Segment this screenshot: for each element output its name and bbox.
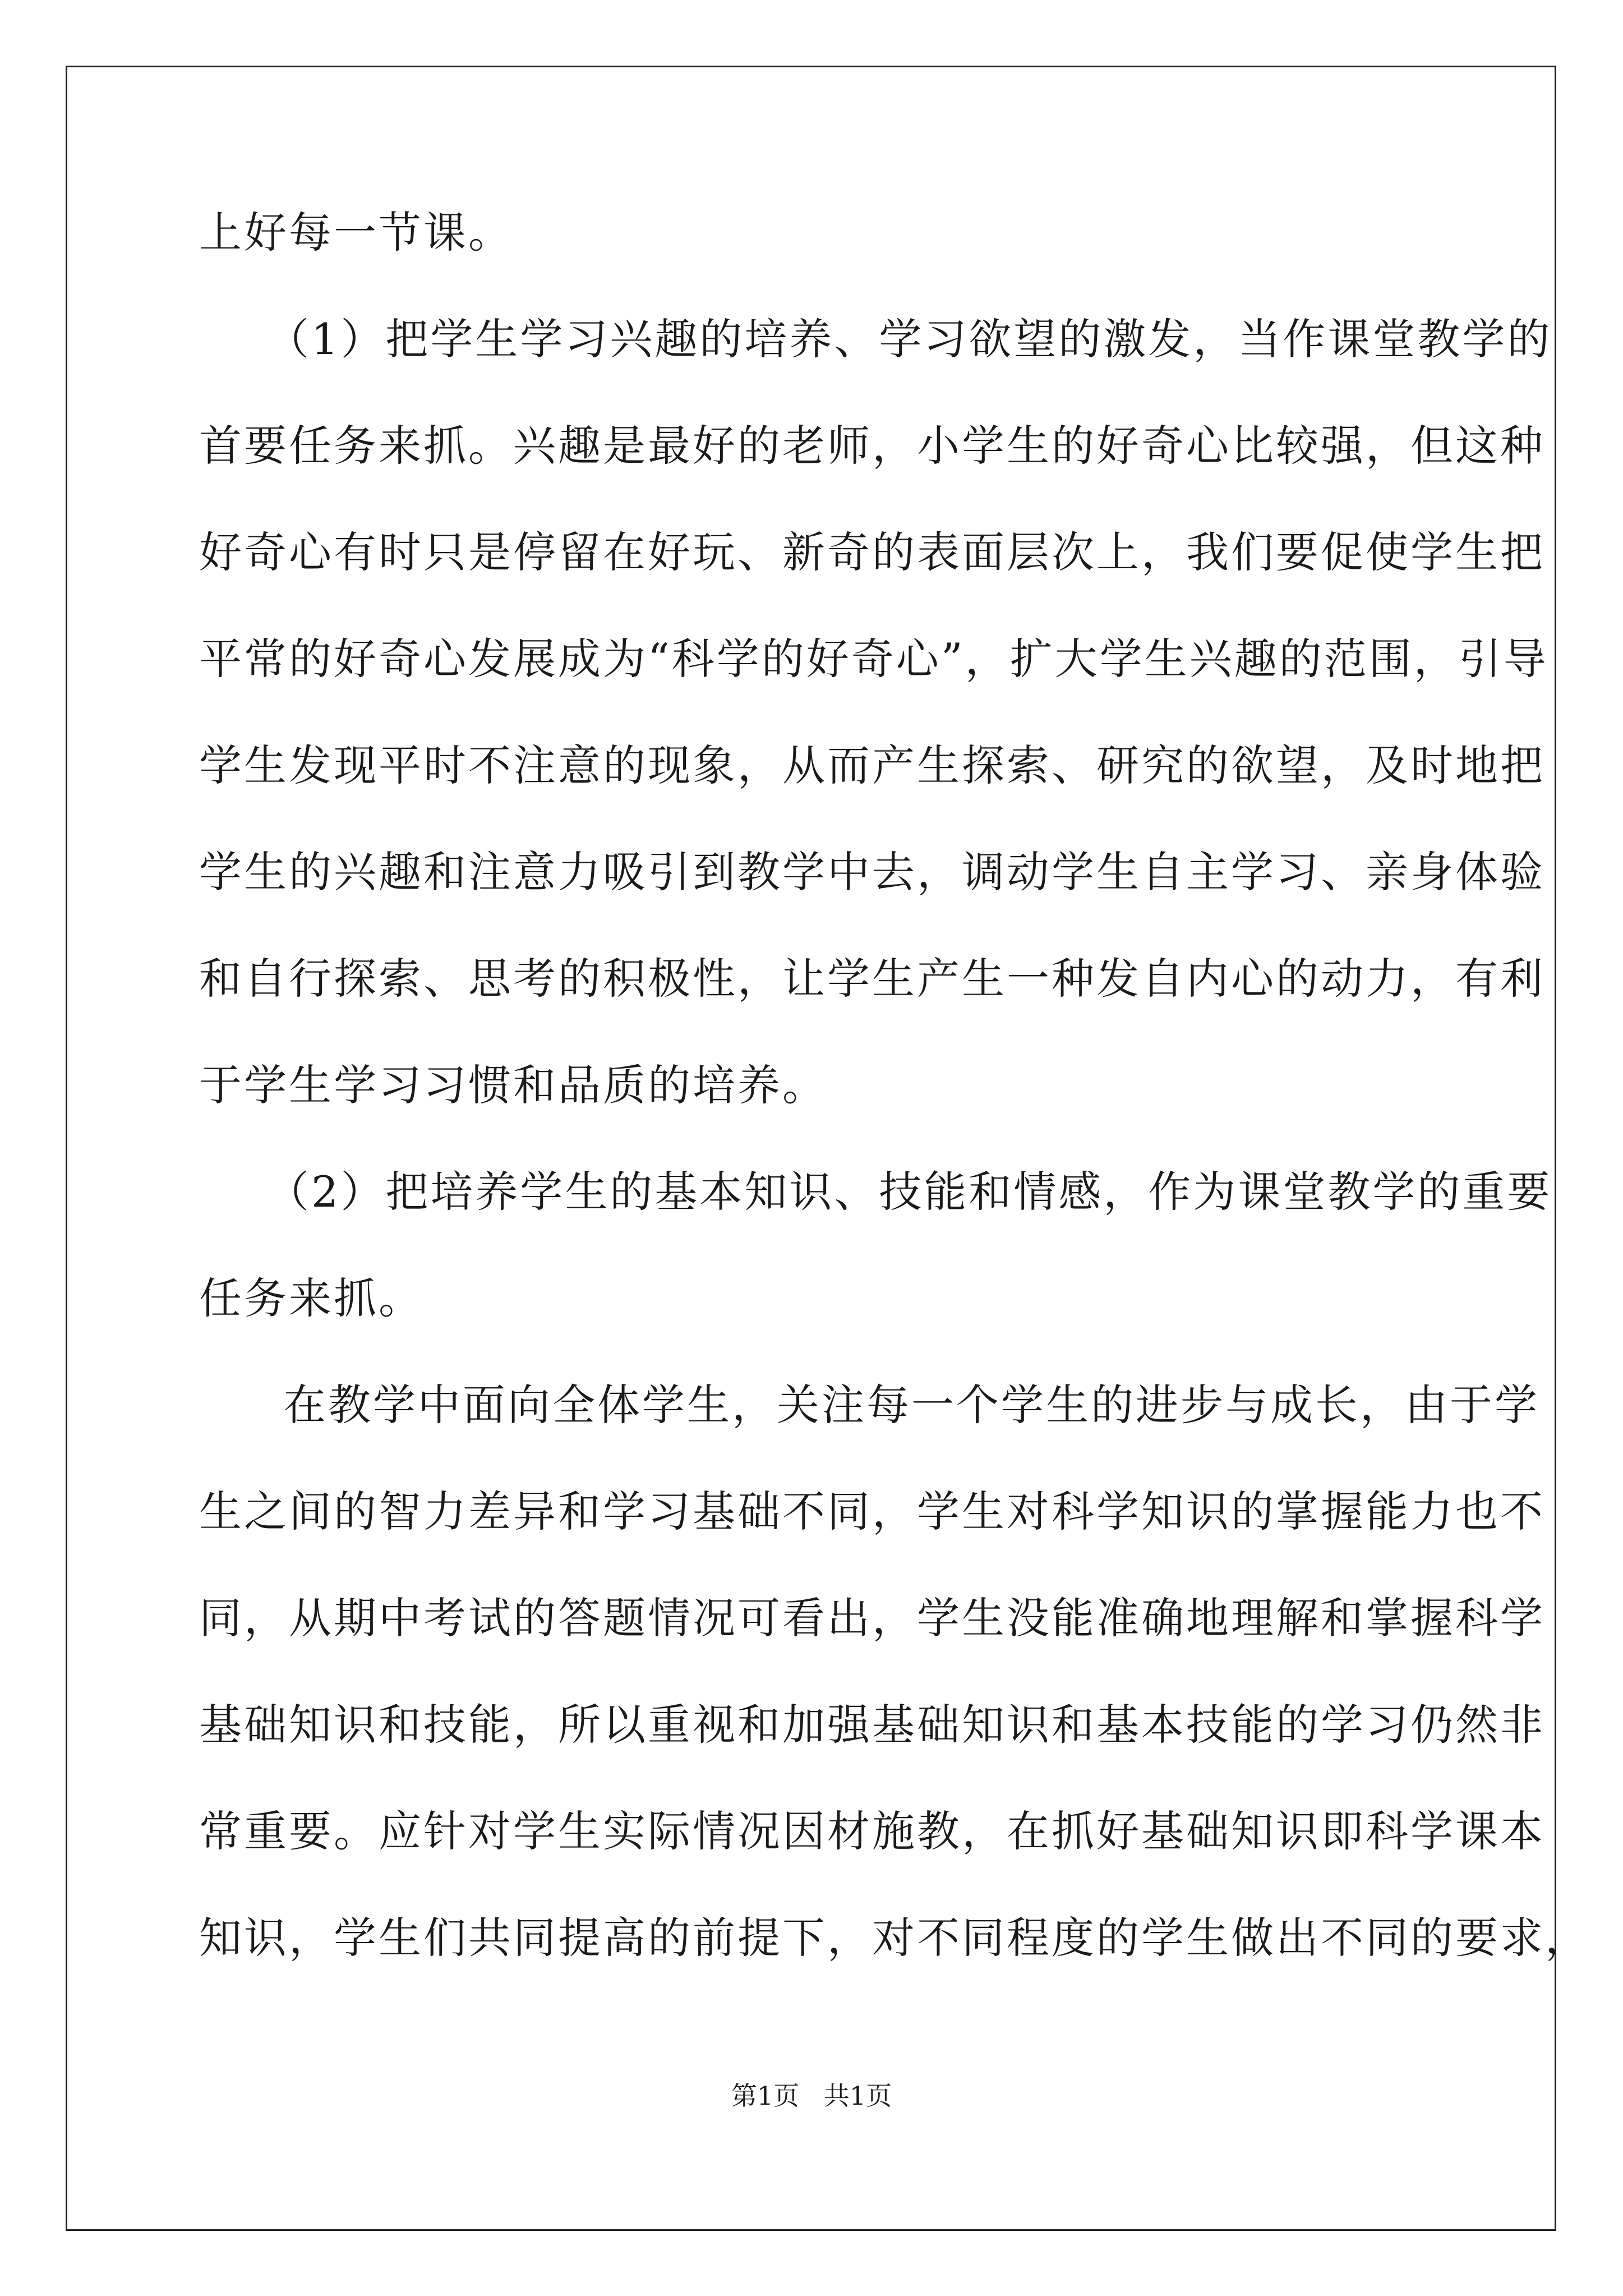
text-line: 于学生学习习惯和品质的培养。 bbox=[199, 1060, 827, 1110]
text-line: 好奇心有时只是停留在好玩、新奇的表面层次上，我们要促使学生把 bbox=[199, 527, 1545, 577]
text-line: 生之间的智力差异和学习基础不同，学生对科学知识的掌握能力也不 bbox=[199, 1487, 1545, 1536]
text-line: 基础知识和技能，所以重视和加强基础知识和基本技能的学习仍然非 bbox=[199, 1700, 1545, 1750]
text-line: 学生的兴趣和注意力吸引到教学中去，调动学生自主学习、亲身体验 bbox=[199, 847, 1545, 897]
text-line: （2）把培养学生的基本知识、技能和情感，作为课堂教学的重要 bbox=[266, 1167, 1552, 1217]
text-line: 同，从期中考试的答题情况可看出，学生没能准确地理解和掌握科学 bbox=[199, 1593, 1545, 1643]
text-line: 知识，学生们共同提高的前提下，对不同程度的学生做出不同的要求， bbox=[199, 1913, 1590, 1963]
text-line: 任务来抓。 bbox=[199, 1273, 423, 1323]
text-line: 学生发现平时不注意的现象，从而产生探索、研究的欲望，及时地把 bbox=[199, 740, 1545, 790]
text-line: 平常的好奇心发展成为“科学的好奇心”，扩大学生兴趣的范围，引导 bbox=[199, 634, 1548, 684]
document-body bbox=[199, 180, 1590, 1991]
page-footer: 第1页 共1页 bbox=[731, 2081, 892, 2111]
text-line: 常重要。应针对学生实际情况因材施教，在抓好基础知识即科学课本 bbox=[199, 1806, 1545, 1856]
text-line: 在教学中面向全体学生，关注每一个学生的进步与成长，由于学 bbox=[283, 1380, 1539, 1430]
text-line: 首要任务来抓。兴趣是最好的老师，小学生的好奇心比较强，但这种 bbox=[199, 421, 1545, 471]
text-line: 和自行探索、思考的积极性，让学生产生一种发自内心的动力，有利 bbox=[199, 954, 1545, 1004]
text-line: 上好每一节课。 bbox=[199, 208, 513, 257]
text-line: （1）把学生学习兴趣的培养、学习欲望的激发，当作课堂教学的 bbox=[266, 314, 1552, 364]
